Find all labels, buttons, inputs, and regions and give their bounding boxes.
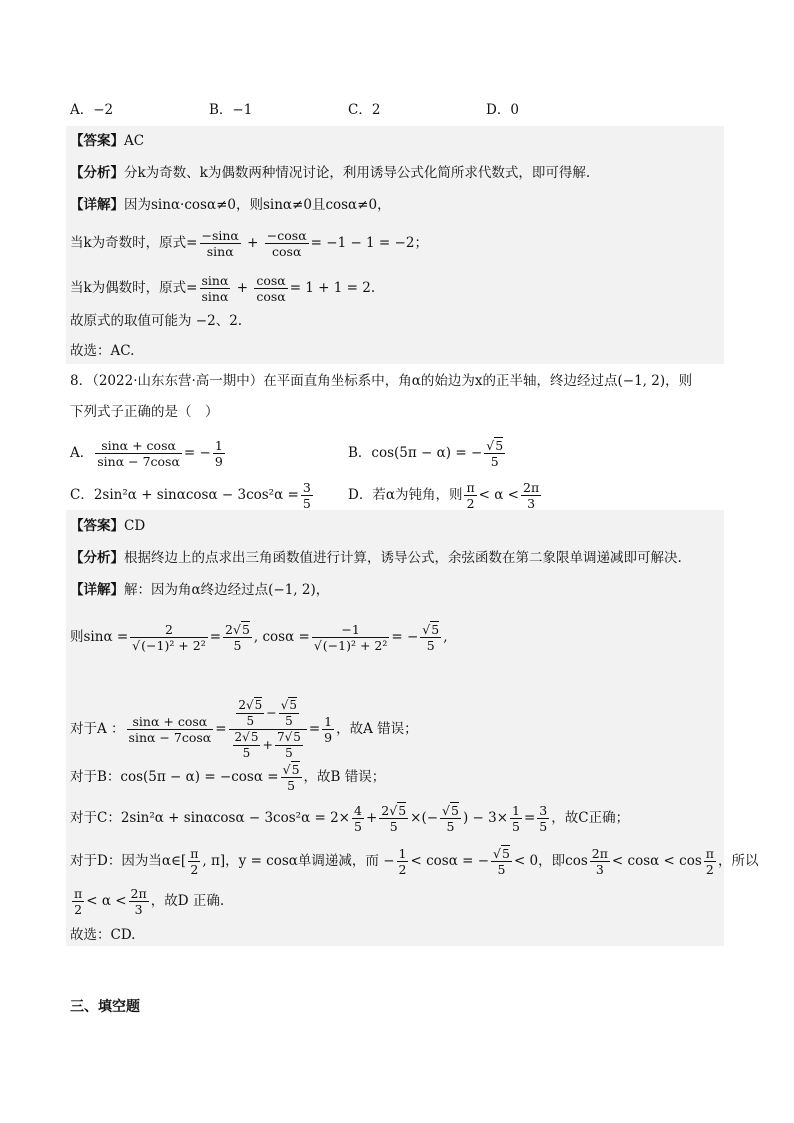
fraction: $\frac{√5}{5}$ — [422, 622, 440, 653]
fraction: $\frac{1}{9}$ — [214, 438, 223, 469]
fraction: $\frac{2\pi}{3}$ — [523, 480, 540, 511]
fraction: $\frac{√5}{5}$ — [282, 762, 300, 793]
answer-tag: 【答案】 — [70, 133, 124, 149]
q8-answer — [70, 516, 145, 536]
q8-for-d-line1: 对于D：因为当α∈[ $\frac{\pi}{2}$ , π]，y = cosα单调递减，而 − $\frac{1}{2}$ < cosα = − $\frac{√5}{5}$ < 0，即cos $\frac{2\pi}{3}$ < cosα < cos $\frac{\pi}{2}$ ，所以 — [70, 846, 759, 877]
fraction: $\frac{2\pi}{3}$ — [130, 886, 147, 917]
q8-option-a — [70, 438, 227, 469]
q8-sin-cos-line: 则sinα = $\frac{2}{\text{√(−1)² + 2²}}$ = $\frac{2√5}{5}$ , cosα = $\frac{-1}{\text{√(−1)² + 2²}}$ = − $\frac{√5}{5}$ , — [70, 622, 448, 653]
q8-choice: 故选：CD. — [70, 927, 136, 943]
q7-option-b: B．−1 — [209, 102, 253, 118]
q8-detail — [70, 580, 329, 600]
fraction: $\frac{1}{2}$ — [398, 846, 407, 877]
fraction: $\frac{√5}{5}$ — [486, 438, 504, 469]
for-c-text: 对于C：2sin²α + sinαcosα − 3cos²α = 2× — [70, 810, 350, 826]
detail-text: 解：因为角α终边经过点(−1, 2)， — [124, 582, 330, 598]
even-case-prefix: 当k为偶数时，原式= — [70, 280, 198, 296]
fraction: $\frac{2}{\text{√(−1)² + 2²}}$ — [132, 622, 206, 653]
q7-even-case: 当k为偶数时，原式= $\frac{\sin\alpha}{\sin\alpha}$ + $\frac{\cos\alpha}{\cos\alpha}$ = 1 + 1 = 2. — [70, 273, 376, 304]
option-b-expr: cos(5π − α) = − — [371, 445, 483, 461]
fraction: $\frac{-\sin\alpha}{\sin\alpha}$ — [201, 228, 239, 259]
q8-stem-line2: 下列式子正确的是（ ） — [70, 404, 219, 420]
for-d-mid2: < cosα = − — [410, 853, 490, 869]
for-d-prefix: 对于D：因为当α∈[ — [70, 853, 187, 869]
sin-prefix: 则sinα = — [70, 629, 129, 645]
fraction: $\frac{1}{9}$ — [324, 714, 333, 745]
answer-value: AC — [124, 133, 145, 149]
fraction: $\frac{1}{5}$ — [512, 803, 520, 834]
for-d-line2-suffix: ，故D 正确. — [150, 893, 225, 909]
fraction: $\frac{\cos\alpha}{\cos\alpha}$ — [256, 273, 286, 304]
detail-tag: 【详解】 — [70, 197, 124, 213]
for-d-suffix: ，所以 — [718, 853, 759, 869]
for-d-mid: ]，y = cosα单调递减，而 − — [219, 853, 395, 869]
q8-for-d-line2: $\frac{\pi}{2}$ < α < $\frac{2\pi}{3}$ ，故D 正确. — [74, 886, 225, 917]
q7-option-a: A．−2 — [70, 102, 114, 118]
fraction: $\frac{√5}{5}$ — [493, 846, 510, 877]
q8-option-b — [348, 438, 507, 469]
for-a-prefix: 对于A ： — [70, 721, 125, 737]
q8-analysis — [70, 548, 682, 568]
q7-odd-case: 当k为奇数时，原式= $\frac{-\sin\alpha}{\sin\alpha}$ + $\frac{-\cos\alpha}{\cos\alpha}$ = −1 − 1 = −2； — [70, 228, 428, 259]
analysis-text: 分k为奇数、k为偶数两种情况讨论，利用诱导公式化简所求代数式，即可得解. — [124, 165, 591, 181]
fraction: $\frac{\pi}{2}$ — [705, 846, 714, 877]
fraction: $\frac{4}{5}$ — [354, 803, 362, 834]
odd-case-result: = −1 − 1 = −2； — [310, 235, 428, 251]
detail-text: 因为sinα·cosα≠0，则sinα≠0且cosα≠0， — [124, 197, 391, 213]
option-d-text: D．若α为钝角，则 — [348, 487, 463, 503]
fraction: $\frac{2√5}{5}$ − $\frac{√5}{5}$ $\frac{2√5}{5}$ + $\frac{7√5}{5}$ — [229, 698, 307, 761]
fraction: $\frac{\sin\alpha + \cos\alpha}{\sin\alpha - 7\cos\alpha}$ — [97, 438, 180, 469]
analysis-tag: 【分析】 — [70, 165, 124, 181]
option-c-expr: 2sin²α + sinαcosα − 3cos²α = — [93, 487, 299, 503]
for-d-mid3: < 0，即cos — [513, 853, 588, 869]
section-heading: 三、填空题 — [70, 999, 140, 1015]
q7-analysis — [70, 163, 590, 183]
fraction: $\frac{\pi}{2}$ — [74, 886, 83, 917]
fraction: $\frac{\sin\alpha + \cos\alpha}{\sin\alpha - 7\cos\alpha}$ — [128, 714, 212, 745]
fraction: $\frac{\sin\alpha}{\sin\alpha}$ — [201, 273, 229, 304]
q8-option-c — [70, 480, 315, 511]
for-b-suffix: ，故B 错误； — [303, 769, 386, 785]
detail-tag: 【详解】 — [70, 582, 124, 598]
option-label: A． — [70, 445, 94, 461]
odd-case-prefix: 当k为奇数时，原式= — [70, 235, 198, 251]
q8-for-a: 对于A ： $\frac{\sin\alpha + \cos\alpha}{\sin\alpha - 7\cos\alpha}$ = $\frac{2√5}{5}$ − $\frac{√5}{5}$ $\frac{2√5}{5}$ + $\frac{7√5}{5}$ = $\frac{1}{9}$ ，故A 错误； — [70, 698, 418, 760]
q7-option-d: D．0 — [486, 102, 519, 118]
fraction: $\frac{2\pi}{3}$ — [591, 846, 608, 877]
for-a-suffix: ，故A 错误； — [336, 721, 418, 737]
fraction: $\frac{3}{5}$ — [539, 803, 548, 834]
q8-stem-line1: 8．（2022·山东东营·高一期中）在平面直角坐标系中，角α的始边为x的正半轴，终边经过点(−1, 2)，则 — [70, 373, 693, 389]
option-label: C． — [70, 487, 94, 503]
fraction: $\frac{\pi}{2}$ — [466, 480, 475, 511]
q7-detail — [70, 195, 391, 215]
q7-choice: 故选：AC. — [70, 343, 135, 359]
q8-for-b — [70, 762, 385, 793]
q8-option-d: D．若α为钝角，则 $\frac{\pi}{2}$ < α < $\frac{2\pi}{3}$ — [348, 480, 540, 511]
fraction: $\frac{-\cos\alpha}{\cos\alpha}$ — [266, 228, 307, 259]
cos-prefix: , cosα = — [253, 629, 310, 645]
option-label: B． — [348, 445, 372, 461]
for-b-text: 对于B：cos(5π − α) = −cosα = — [70, 769, 279, 785]
answer-tag: 【答案】 — [70, 518, 124, 534]
answer-value: CD — [124, 518, 146, 534]
q7-option-c: C．2 — [348, 102, 381, 118]
fraction: $\frac{√5}{5}$ — [442, 803, 459, 834]
q7-conclusion: 故原式的取值可能为 −2、2. — [70, 313, 243, 329]
fraction: $\frac{2√5}{5}$ — [381, 803, 407, 834]
fraction: $\frac{\pi}{2}$ — [190, 846, 199, 877]
fraction: $\frac{-1}{\text{√(−1)² + 2²}}$ — [313, 622, 388, 653]
fraction: $\frac{2√5}{5}$ — [225, 622, 250, 653]
q7-answer — [70, 131, 144, 151]
fraction: $\frac{3}{5}$ — [302, 480, 311, 511]
for-c-suffix: ，故C正确； — [551, 810, 630, 826]
q8-for-c: 对于C：2sin²α + sinαcosα − 3cos²α = 2× $\frac{4}{5}$ + $\frac{2√5}{5}$ ×(− $\frac{√5}{5}$ ) − 3× $\frac{1}{5}$ = $\frac{3}{5}$ ，故C正确； — [70, 803, 630, 834]
even-case-result: = 1 + 1 = 2. — [289, 280, 376, 296]
analysis-text: 根据终边上的点求出三角函数值进行计算，诱导公式，余弦函数在第二象限单调递减即可解决. — [124, 550, 682, 566]
analysis-tag: 【分析】 — [70, 550, 124, 566]
option-a-tail: = − — [183, 445, 211, 461]
